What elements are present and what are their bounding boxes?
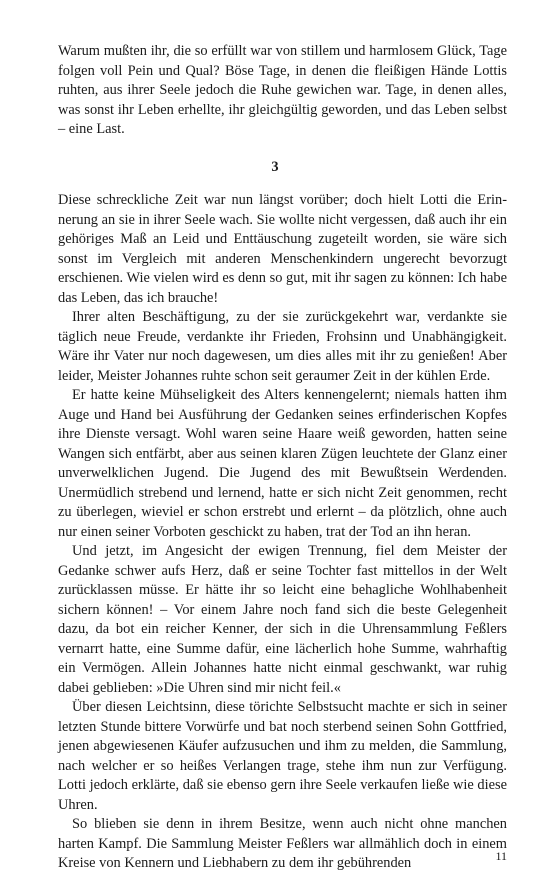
page-number: 11 (495, 849, 507, 863)
opening-paragraph: Warum mußten ihr, die so erfüllt war von stillem und harmlosem Glück, Tage folgen voll Pein und Qual? Böse Tage, in denen die fleißigen Hände Lottis ruhten, aus ihrer Seele jedoch die Ruhe gewichen war. Tage, in denen alles, was sonst ihr Leben erhellte, ihr gleichgültig geworden, und das Leben selbst – eine Last. (58, 43, 507, 137)
paragraph: Er hatte keine Mühseligkeit des Alters kennengelernt; niemals hatten ihm Auge und Hand bei Ausführung der Gedanken seines erfinderischen Kopfes ihre Dienste versagt. Wohl waren seine Haare weiß geworden, hatten seine Wangen sich entfärbt, aber aus seinen klaren Zügen leuchtete der Glanz einer unverwelklichen Jugend. Die Jugend des mit Bewußtsein Werdenden. Unermüdlich strebend und lernend, hatte er sich nicht Zeit genommen, recht zu überlegen, wieviel er schon erstrebt und erlernt – da plötzlich, ohne auch nur einen seiner Vorboten geschickt zu haben, trat der Tod an ihn heran. (58, 387, 507, 540)
chapter-text-block (58, 191, 507, 874)
paragraph: Diese schreckliche Zeit war nun längst vorüber; doch hielt Lotti die Erinnerung an sie in ihrer Seele wach. Sie wollte nicht vergessen, daß auch ihr ein gehöriges Maß an Leid und Enttäuschung zugeteilt worden, sie wäre sich sonst im Vergleich mit anderen Menschenkindern ungerecht bevorzugt erschienen. Wie vielen wird es denn so gut, mit ihr sagen zu können: Ich habe das Leben, das ich brauche! (58, 192, 507, 306)
chapter-number: 3 (271, 159, 279, 175)
opening-text-block (58, 42, 507, 140)
paragraph: Und jetzt, im Angesicht der ewigen Trennung, fiel dem Meister der Gedanke schwer aufs Herz, daß er seine Tochter fast mittellos in der Welt zurücklassen müsse. Er hätte ihr so leicht eine behagliche Wohlhabenheit sichern können! – Vor einem Jahre noch fand sich die beste Gelegenheit dazu, da bot ein reicher Kenner, der sich in die Uhrensammlung Feßlers vernarrt hatte, eine Summe dafür, eine lächerlich hohe Summe, wahrhaftig ein Vermögen. Allein Johannes hatte nicht einmal geschwankt, war ruhig dabei geblieben: »Die Uhren sind mir nicht feil.« (58, 543, 507, 696)
paragraph: Ihrer alten Beschäftigung, zu der sie zurückgekehrt war, verdankte sie täglich neue Freude, verdankte ihr Frieden, Frohsinn und Unabhängigkeit. Wäre ihr Vater nur noch dagewesen, um dies alles mit ihr zu genießen! Aber leider, Meister Johannes ruhte schon seit geraumer Zeit in der kühlen Erde. (58, 309, 507, 384)
paragraph: So blieben sie denn in ihrem Besitze, wenn auch nicht ohne manchen harten Kampf. Die Sammlung Meister Feßlers war allmählich doch in einem Kreise von Kennern und Liebhabern zu dem ihr gebührenden (58, 816, 507, 871)
paragraph: Über diesen Leichtsinn, diese törichte Selbstsucht machte er sich in seiner letzten Stunde bittere Vorwürfe und bat noch sterbend seinen Sohn Gottfried, jenen abgewiesenen Käufer aufzusuchen und ihm zu melden, die Sammlung, nach welcher er so heißes Verlangen trage, stehe ihm nun zur Verfügung. Lotti jedoch erklärte, daß sie ebenso gern ihre Seele verkaufen ließe wie diese Uhren. (58, 699, 507, 813)
